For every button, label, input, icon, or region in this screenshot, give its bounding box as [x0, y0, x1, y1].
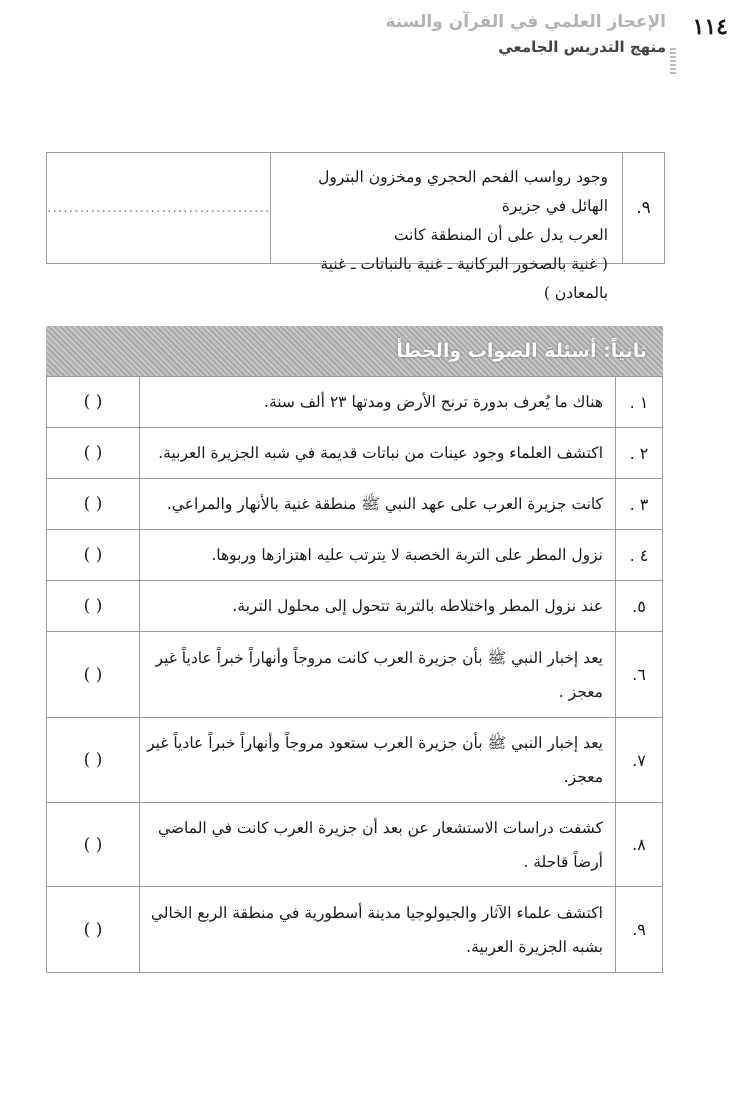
book-title: الإعجاز العلمي في القرآن والسنة [385, 12, 666, 32]
answer-parentheses[interactable]: ( ) [83, 834, 103, 855]
true-false-section [46, 326, 663, 973]
question-options: ( غنية بالصخور البركانية ـ غنية بالنباتات ـ غنية بالمعادن ) [320, 255, 609, 302]
statement-text: اكتشف علماء الآثار والجيولوجيا مدينة أسطورية في منطقة الربع الخالي بشبه الجزيرة العربية. [139, 887, 615, 972]
table-row [47, 478, 662, 529]
page-number: ١١٤ [692, 14, 728, 40]
section-title: منهج التدريس الجامعي [498, 38, 666, 56]
question-text [270, 153, 622, 302]
answer-parentheses[interactable]: ( ) [83, 494, 103, 514]
answer-parentheses[interactable]: ( ) [83, 545, 103, 565]
statement-text: هناك ما يُعرف بدورة ترنح الأرض ومدتها ٢٣ ألف سنة. [139, 377, 615, 427]
table-row [47, 717, 662, 802]
table-row [47, 886, 662, 972]
answer-parentheses[interactable]: ( ) [83, 392, 103, 412]
answer-blank[interactable]: ......................................... [47, 200, 271, 216]
table-row [47, 529, 662, 580]
question-number: ٩. [622, 153, 664, 263]
row-number: ١ . [615, 377, 662, 427]
table-row [47, 580, 662, 631]
statement-text: اكتشف العلماء وجود عينات من نباتات قديمة في شبه الجزيرة العربية. [139, 428, 615, 478]
table-row [47, 427, 662, 478]
row-number: ٧. [615, 718, 662, 802]
statement-text: يعد إخبار النبي ﷺ بأن جزيرة العرب كانت مروجاً وأنهاراً خبراً عادياً غير معجز . [139, 632, 615, 717]
answer-parentheses[interactable]: ( ) [83, 443, 103, 463]
statement-text: كانت جزيرة العرب على عهد النبي ﷺ منطقة غنية بالأنهار والمراعي. [139, 479, 615, 529]
answer-parentheses[interactable]: ( ) [83, 750, 103, 770]
question-line: العرب يدل على أن المنطقة كانت [393, 226, 609, 244]
statement-text: يعد إخبار النبي ﷺ بأن جزيرة العرب ستعود مروجاً وأنهاراً خبراً عادياً غير معجز. [139, 718, 615, 802]
row-number: ٦. [615, 632, 662, 717]
row-number: ٥. [615, 581, 662, 631]
table-row [47, 802, 662, 886]
answer-parentheses[interactable]: ( ) [83, 919, 103, 940]
header-ornament [670, 48, 676, 74]
answer-parentheses[interactable]: ( ) [83, 664, 103, 685]
row-number: ٤ . [615, 530, 662, 580]
statement-text: كشفت دراسات الاستشعار عن بعد أن جزيرة العرب كانت في الماضي أرضاً قاحلة . [139, 803, 615, 886]
row-number: ٨. [615, 803, 662, 886]
row-number: ٢ . [615, 428, 662, 478]
statement-text: عند نزول المطر واختلاطه بالتربة تتحول إلى محلول التربة. [139, 581, 615, 631]
true-false-table [46, 376, 663, 973]
table-row [47, 631, 662, 717]
question-line: وجود رواسب الفحم الحجري ومخزون البترول الهائل في جزيرة [318, 168, 609, 215]
table-row [47, 376, 662, 427]
running-header [385, 12, 666, 56]
statement-text: نزول المطر على التربة الخصبة لا يترتب عليه اهتزازها وربوها. [139, 530, 615, 580]
row-number: ٩. [615, 887, 662, 972]
section-heading: ثانياً: أسئلة الصواب والخطأ [46, 326, 663, 376]
row-number: ٣ . [615, 479, 662, 529]
mcq-question-table [46, 152, 665, 302]
answer-parentheses[interactable]: ( ) [83, 596, 103, 616]
